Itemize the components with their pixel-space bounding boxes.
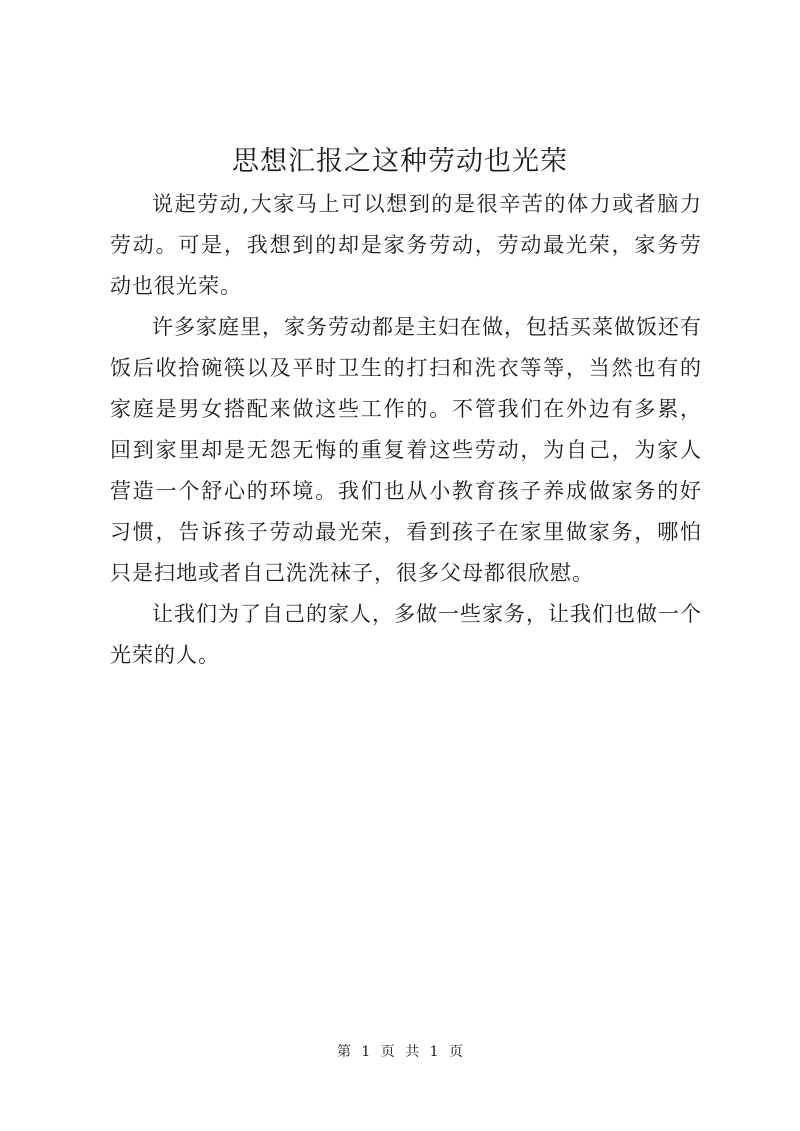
paragraph-2: 许多家庭里，家务劳动都是主妇在做，包括买菜做饭还有饭后收拾碗筷以及平时卫生的打扫和洗衣等等，当然也有的家庭是男女搭配来做这些工作的。不管我们在外边有多累，回到家里却是无怨无悔的重复着这些劳动，为自己，为家人营造一个舒心的环境。我们也从小教育孩子养成做家务的好习惯，告诉孩子劳动最光荣，看到孩子在家里做家务，哪怕只是扫地或者自己洗洗袜子，很多父母都很欣慰。 xyxy=(110,315,702,585)
document-title: 思想汇报之这种劳动也光荣 xyxy=(232,146,568,177)
paragraph-1: 说起劳动,大家马上可以想到的是很辛苦的体力或者脑力劳动。可是，我想到的却是家务劳动，劳动最光荣，家务劳动也很光荣。 xyxy=(110,192,702,298)
document-body xyxy=(110,184,702,676)
page-footer: 第 1 页 共 1 页 xyxy=(336,1044,464,1060)
paragraph-3: 让我们为了自己的家人，多做一些家务，让我们也做一个光荣的人。 xyxy=(110,602,702,667)
